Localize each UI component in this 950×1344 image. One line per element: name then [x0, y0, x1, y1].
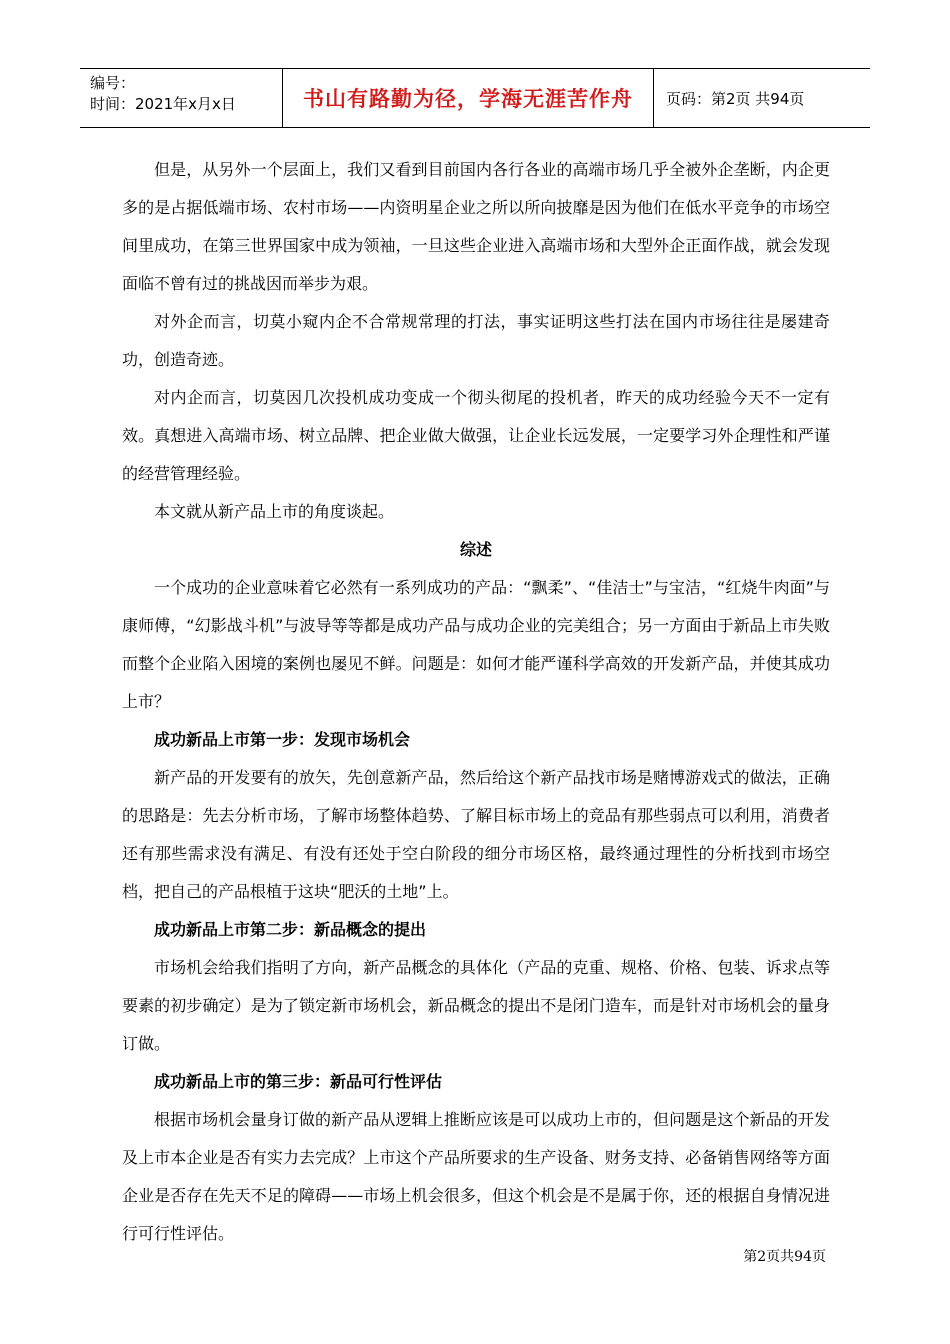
page-footer: 第2页共94页 [743, 1249, 826, 1265]
step1-heading: 成功新品上市第一步：发现市场机会 [154, 730, 411, 749]
time-label: 时间：2021年x月x日 [90, 95, 236, 113]
paragraph: 根据市场机会量身订做的新产品从逻辑上推断应该是可以成功上市的，但问题是这个新品的开发及上市本企业是否有实力去完成？上市这个产品所要求的生产设备、财务支持、必备销售网络等方面企业是否存在先天不足的障碍——市场上机会很多，但这个机会是不是属于你，还的根据自身情况进行可行性评估。 [122, 1110, 830, 1243]
paragraph: 一个成功的企业意味着它必然有一系列成功的产品：“飘柔”、“佳洁士”与宝洁，“红烧牛肉面”与康师傅，“幻影战斗机”与波导等等都是成功产品与成功企业的完美组合；另一方面由于新品上市失败而整个企业陷入困境的案例也屡见不鲜。问题是：如何才能严谨科学高效的开发新产品，并使其成功上市？ [122, 578, 830, 711]
number-label: 编号： [90, 74, 136, 92]
document-body [122, 151, 830, 1253]
paragraph: 新产品的开发要有的放矢，先创意新产品，然后给这个新产品找市场是赌博游戏式的做法，正确的思路是：先去分析市场，了解市场整体趋势、了解目标市场上的竞品有那些弱点可以利用，消费者还有那些需求没有满足、有没有还处于空白阶段的细分市场区格，最终通过理性的分析找到市场空档，把自己的产品根植于这块“肥沃的土地”上。 [122, 768, 830, 901]
header-motto: 书山有路勤为径，学海无涯苦作舟 [282, 69, 654, 127]
header-meta [80, 69, 282, 127]
step3-heading: 成功新品上市的第三步：新品可行性评估 [154, 1072, 443, 1091]
paragraph: 但是，从另外一个层面上，我们又看到目前国内各行各业的高端市场几乎全被外企垄断，内企更多的是占据低端市场、农村市场——内资明星企业之所以所向披靡是因为他们在低水平竞争的市场空间里成功，在第三世界国家中成为领袖，一旦这些企业进入高端市场和大型外企正面作战，就会发现面临不曾有过的挑战因而举步为艰。 [122, 160, 830, 293]
page-header [80, 68, 870, 128]
paragraph: 本文就从新产品上市的角度谈起。 [154, 502, 395, 521]
paragraph: 对内企而言，切莫因几次投机成功变成一个彻头彻尾的投机者，昨天的成功经验今天不一定有效。真想进入高端市场、树立品牌、把企业做大做强，让企业长远发展，一定要学习外企理性和严谨的经营管理经验。 [122, 388, 830, 483]
paragraph: 对外企而言，切莫小窥内企不合常规常理的打法，事实证明这些打法在国内市场往往是屡建奇功，创造奇迹。 [122, 312, 830, 369]
paragraph: 市场机会给我们指明了方向，新产品概念的具体化（产品的克重、规格、价格、包装、诉求点等要素的初步确定）是为了锁定新市场机会，新品概念的提出不是闭门造车，而是针对市场机会的量身订做。 [122, 958, 830, 1053]
header-page-info: 页码：第2页 共94页 [666, 89, 805, 108]
step2-heading: 成功新品上市第二步：新品概念的提出 [154, 920, 427, 939]
section-title-summary: 综述 [459, 540, 492, 559]
